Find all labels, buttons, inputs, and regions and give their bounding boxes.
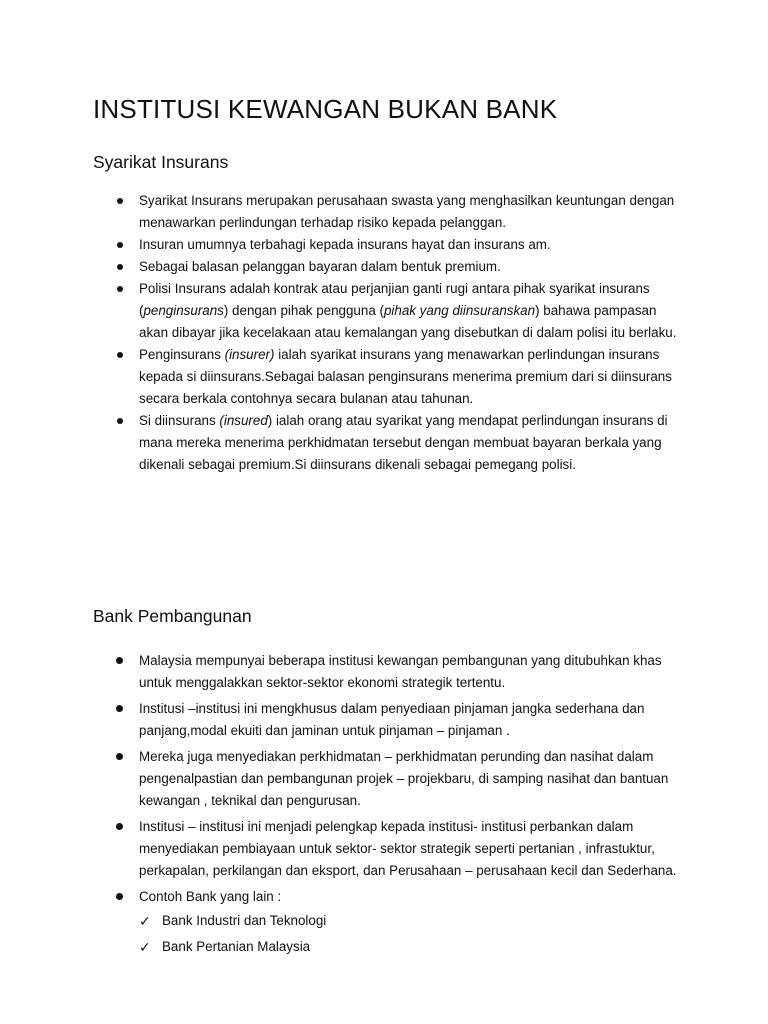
list-item: Insuran umumnya terbahagi kepada insurans hayat dan insurans am. [139,234,679,256]
list-item: Malaysia mempunyai beberapa institusi kewangan pembangunan yang ditubuhkan khas untuk menggalakkan sektor-sektor ekonomi strategik tertentu. [139,650,679,694]
list-item: Sebagai balasan pelanggan bayaran dalam bentuk premium. [139,256,679,278]
list-item: Penginsurans (insurer) ialah syarikat insurans yang menawarkan perlindungan insurans kepada si diinsurans.Sebagai balasan penginsurans menerima premium dari si diinsurans secara berkala contohnya secara bulanan atau tahunan. [139,344,679,410]
document-title: INSTITUSI KEWANGAN BUKAN BANK [93,94,558,124]
list-item: Polisi Insurans adalah kontrak atau perjanjian ganti rugi antara pihak syarikat insurans (penginsurans) dengan pihak pengguna (pihak yang diinsuranskan) bahawa pampasan akan dibayar jika kecelakaan atau kemalangan yang disebutkan di dalam polisi itu berlaku. [139,278,679,344]
example-bank-item: ✓ Bank Pertanian Malaysia [139,936,679,958]
bank-pembangunan-bullet-list [139,650,679,962]
list-item: Syarikat Insurans merupakan perusahaan swasta yang menghasilkan keuntungan dengan menawarkan perlindungan terhadap risiko kepada pelanggan. [139,190,679,234]
list-item: Mereka juga menyediakan perkhidmatan – perkhidmatan perunding dan nasihat dalam pengenalpastian dan pembangunan projek – projekbaru, di samping nasihat dan bantuan kewangan , teknikal dan pengurusan. [139,746,679,812]
example-bank-item: ✓ Bank Industri dan Teknologi [139,910,679,932]
section-heading-bank-pembangunan: Bank Pembangunan [93,606,252,626]
insurans-bullet-list [139,190,679,476]
example-bank-list [139,910,679,958]
list-item: Institusi –institusi ini mengkhusus dalam penyediaan pinjaman jangka sederhana dan panjang,modal ekuiti dan jaminan untuk pinjaman – pinjaman . [139,698,679,742]
list-item: Si diinsurans (insured) ialah orang atau syarikat yang mendapat perlindungan insurans di mana mereka menerima perkhidmatan tersebut dengan membuat bayaran berkala yang dikenali sebagai premium.Si diinsurans dikenali sebagai pemegang polisi. [139,410,679,476]
checkmark-icon: ✓ [139,914,151,930]
checkmark-icon: ✓ [139,940,151,956]
list-item: Contoh Bank yang lain : ✓ Bank Industri dan Teknologi ✓ Bank Pertanian Malaysia [139,886,679,958]
list-item: Institusi – institusi ini menjadi pelengkap kepada institusi- institusi perbankan dalam menyediakan pembiayaan untuk sektor- sektor strategik seperti pertanian , infrastuktur, perkapalan, perkilangan dan eksport, dan Perusahaan – perusahaan kecil dan Sederhana. [139,816,679,882]
section-heading-insurans: Syarikat Insurans [93,152,229,172]
